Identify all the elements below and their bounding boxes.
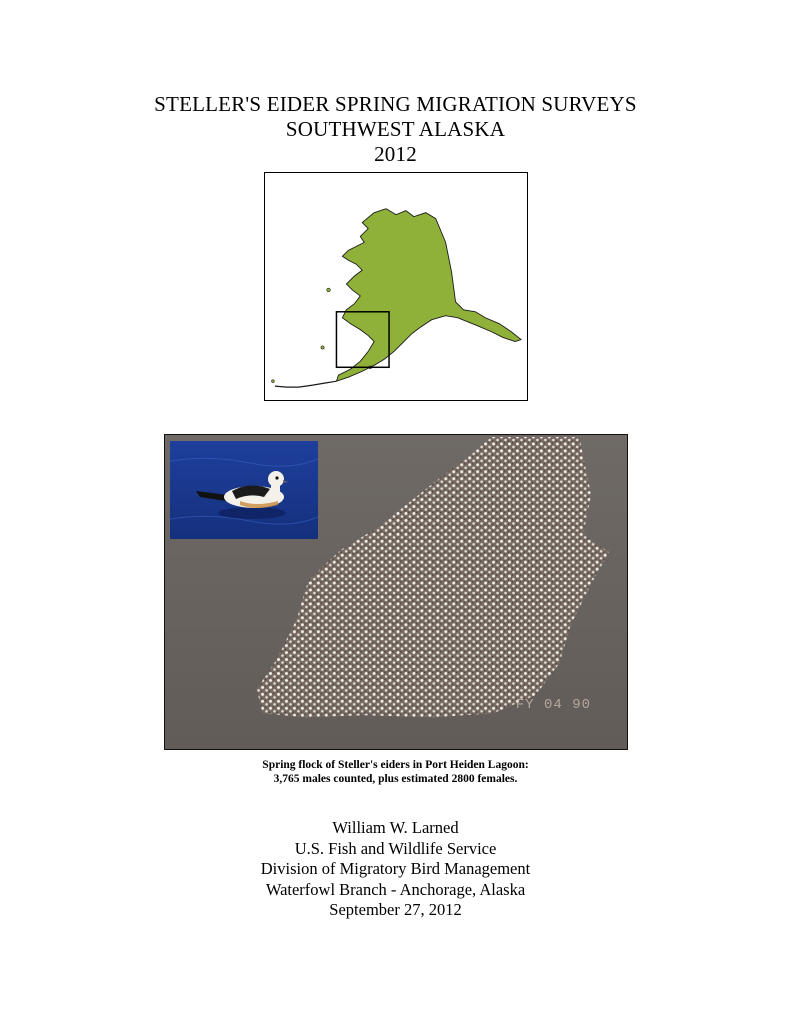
author-name: William W. Larned [332,818,459,837]
alaska-peninsula-chain [275,381,337,387]
author-branch: Waterfowl Branch - Anchorage, Alaska [265,879,526,899]
title-line-3: 2012 [374,142,417,166]
alaska-locator-map [264,172,528,401]
duck-eye-patch [275,476,278,479]
report-title [0,92,791,167]
author-agency: U.S. Fish and Wildlife Service [294,838,497,858]
island-marker [272,380,275,383]
photo-date-stamp: FY 04 90 [515,697,591,713]
flock-photo [164,434,628,750]
alaska-mainland-shape [336,209,521,381]
caption-line-2: 3,765 males counted, plus estimated 2800 females. [273,773,518,785]
eider-duck-inset-photo [170,441,318,539]
author-block [0,818,791,921]
duck-neck [271,483,280,493]
steller-eider-drake-image [170,441,318,539]
title-line-1: STELLER'S EIDER SPRING MIGRATION SURVEYS [154,92,637,116]
report-date: September 27, 2012 [329,900,462,919]
photo-caption [0,758,791,786]
author-division: Division of Migratory Bird Management [260,859,531,878]
duck-reflection [218,507,286,519]
island-marker [327,288,331,292]
island-marker [321,346,324,349]
alaska-map-graphic [265,173,527,400]
caption-line-1: Spring flock of Steller's eiders in Port Heiden Lagoon: [262,759,529,771]
title-line-2: SOUTHWEST ALASKA [285,117,506,141]
